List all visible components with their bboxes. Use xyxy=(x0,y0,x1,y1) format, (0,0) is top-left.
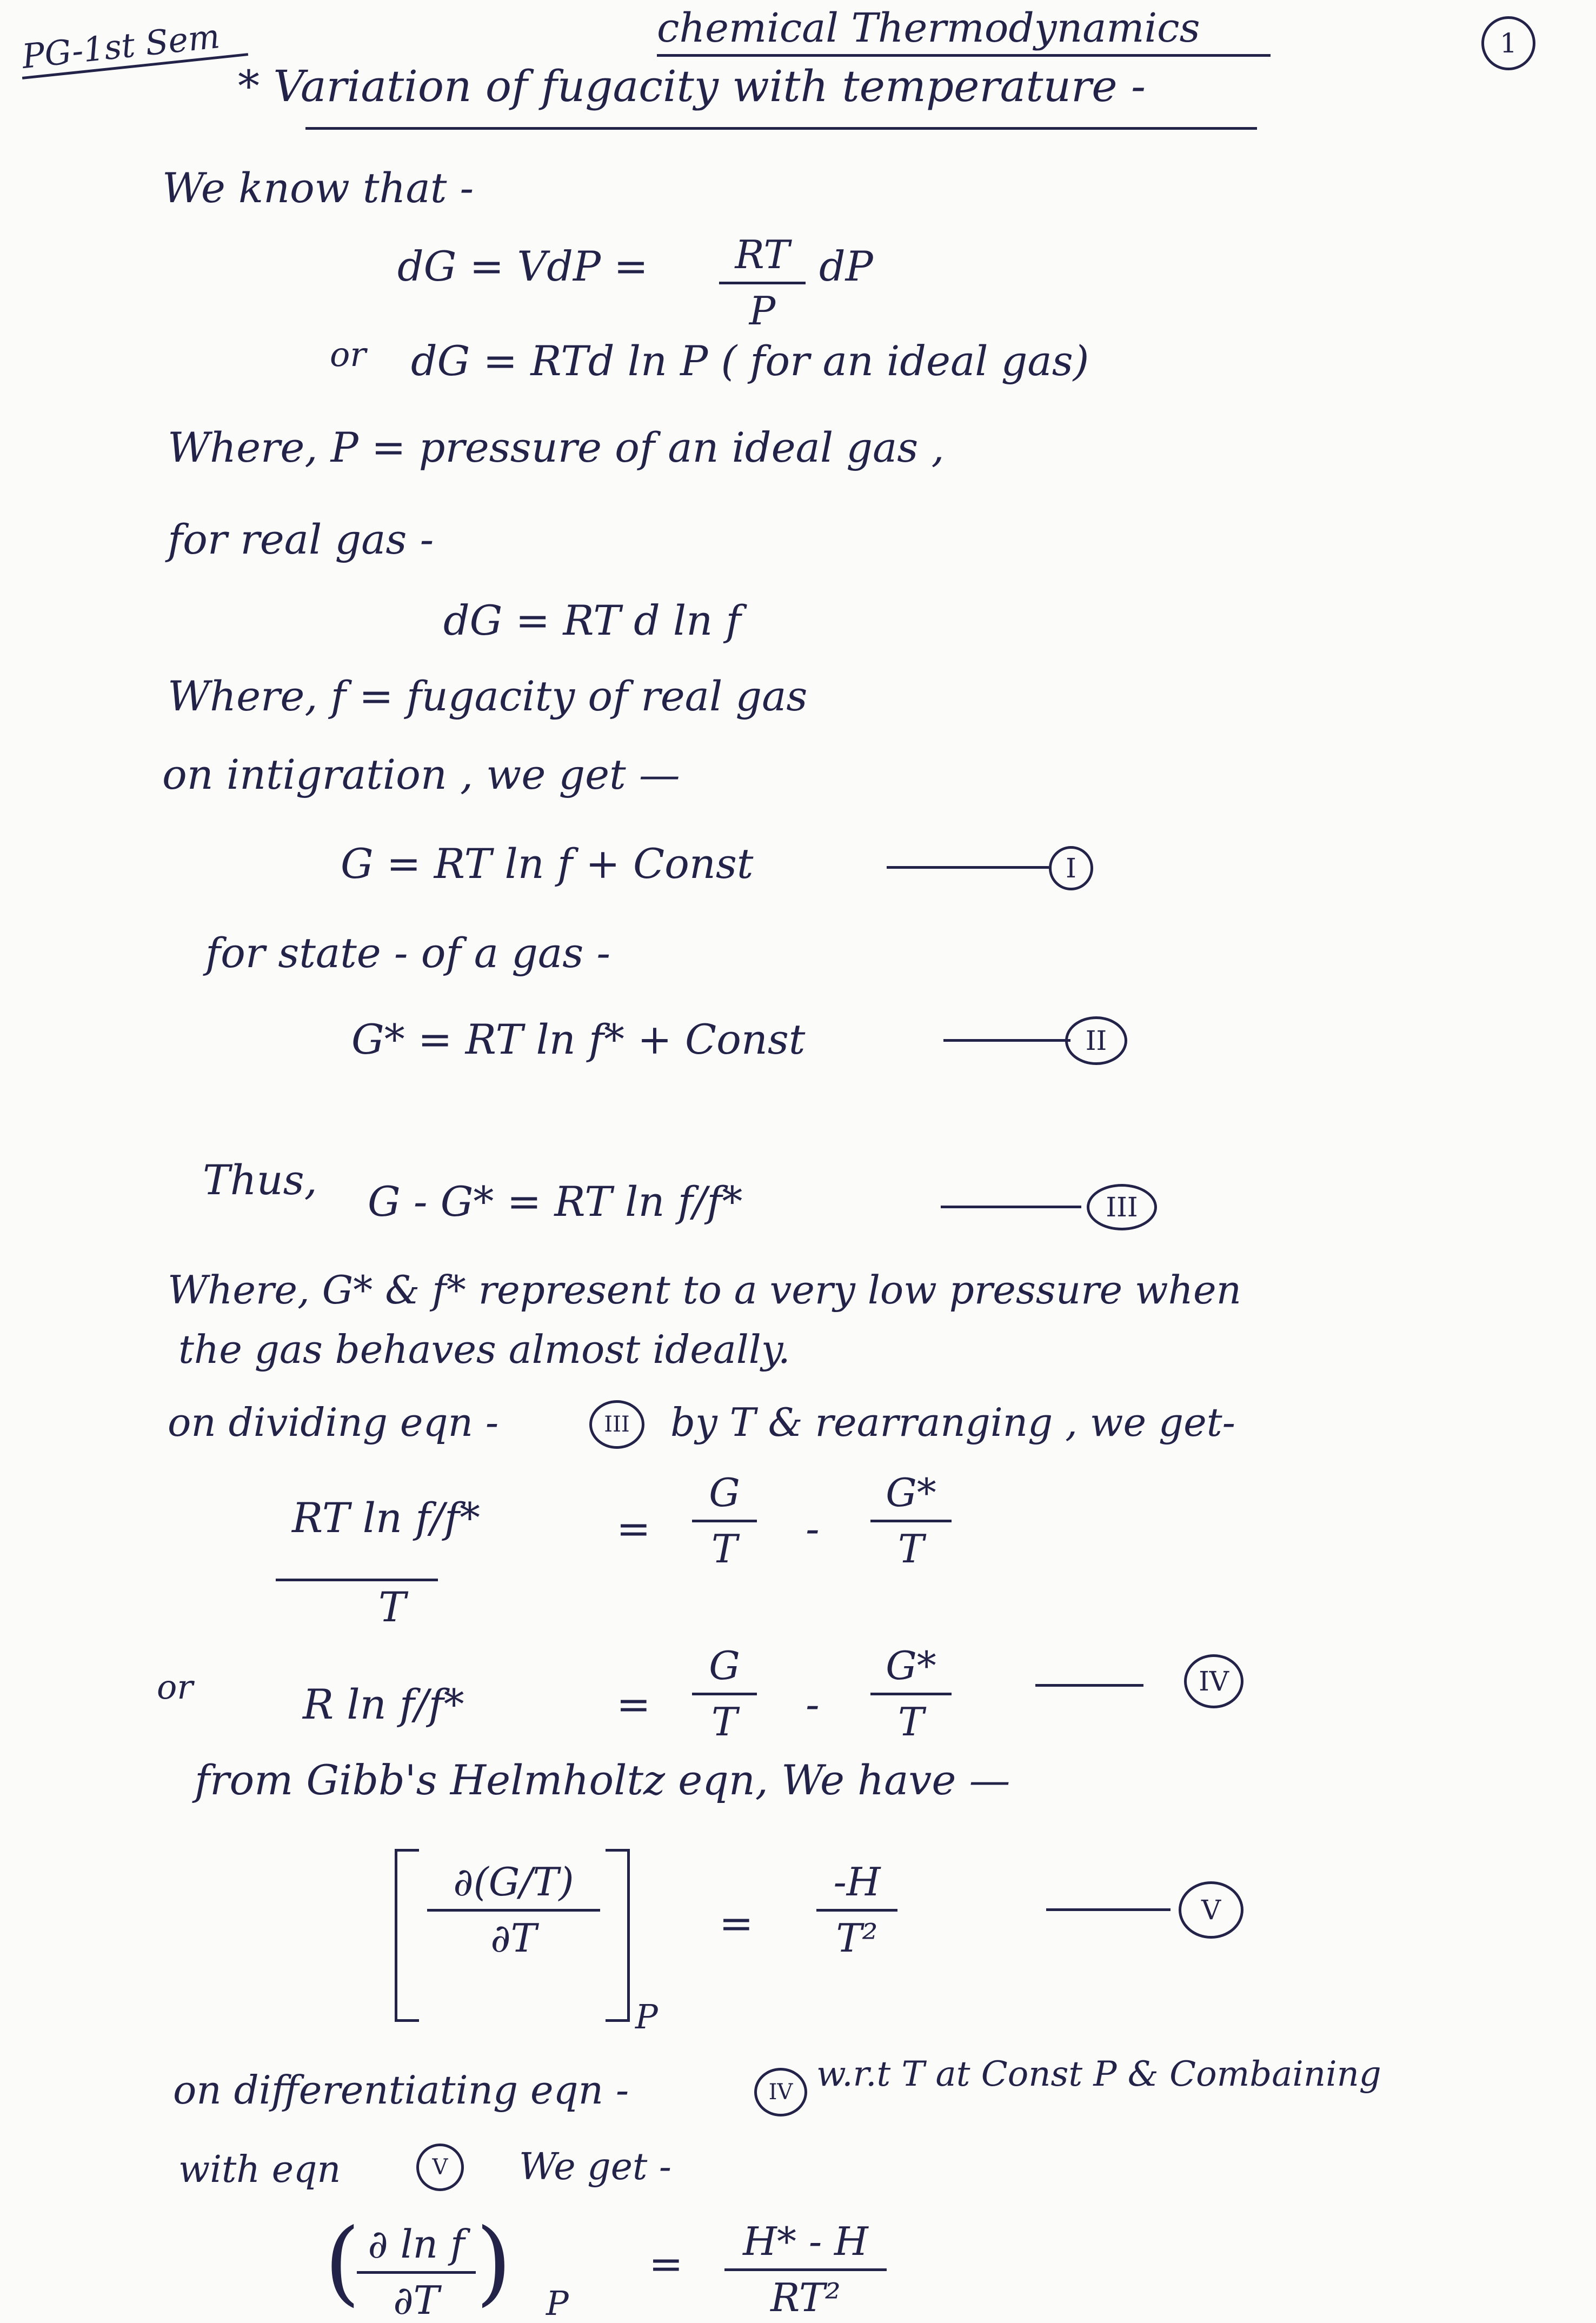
fraction-denominator: ∂T xyxy=(490,1915,537,1961)
dividing-line-end: by T & rearranging , we get- xyxy=(670,1400,1235,1445)
fraction-numerator: ∂(G/T) xyxy=(453,1859,574,1905)
page-number: 1 xyxy=(1481,16,1535,70)
final-lhs-fraction xyxy=(357,2222,476,2323)
equation-2-label: II xyxy=(1065,1016,1127,1065)
eq-div-denominator: T xyxy=(378,1583,406,1631)
fraction-numerator: G xyxy=(709,1643,740,1688)
eq-div-minus: - xyxy=(806,1505,820,1553)
eq-dg-vdp: dG = VdP = xyxy=(397,242,648,290)
fraction-bar xyxy=(692,1520,757,1522)
final-equals: = xyxy=(649,2240,683,2288)
or-label-2: or xyxy=(157,1667,193,1707)
eq-real-gas: dG = RT d ln f xyxy=(443,596,741,644)
fraction-denominator: T² xyxy=(836,1915,878,1961)
eq-dg-rt-dln-p: dG = RTd ln P ( for an ideal gas) xyxy=(411,337,1089,385)
fraction-numerator: H* - H xyxy=(743,2219,868,2264)
fraction-g-over-t xyxy=(692,1470,757,1572)
where-fugacity-line: Where, f = fugacity of real gas xyxy=(168,672,808,720)
fraction-bar xyxy=(724,2268,887,2271)
with-eq-ref: V xyxy=(416,2144,464,2191)
fraction-bar xyxy=(692,1693,757,1695)
fraction-numerator: G xyxy=(709,1470,740,1515)
fraction-denominator: RT² xyxy=(770,2274,841,2320)
gibbs-helmholtz-line: from Gibb's Helmholtz eqn, We have — xyxy=(195,1756,1010,1804)
equation-3-leader xyxy=(941,1206,1081,1208)
equation-1: G = RT ln f + Const xyxy=(341,840,754,888)
differentiating-eq-ref: IV xyxy=(754,2068,807,2116)
eq-dp: dP xyxy=(819,242,873,290)
final-subscript-p: P xyxy=(546,2284,569,2323)
fraction-rt-over-p xyxy=(719,232,806,334)
fraction-denominator: P xyxy=(749,288,776,334)
final-left-paren: ( xyxy=(324,2209,361,2316)
fraction-bar xyxy=(357,2271,476,2274)
gh-rhs-fraction xyxy=(816,1860,897,1961)
real-gas-line: for real gas - xyxy=(168,515,434,563)
semester-label: PG-1st Sem xyxy=(20,16,222,76)
with-eq-line: with eqn xyxy=(178,2148,341,2191)
fraction-numerator: ∂ ln f xyxy=(368,2221,465,2267)
gh-equals: = xyxy=(719,1899,754,1947)
gh-left-bracket xyxy=(395,1849,419,2022)
equation-3-label: III xyxy=(1087,1184,1157,1230)
thus-label: Thus, xyxy=(203,1156,317,1204)
equation-3: G - G* = RT ln f/f* xyxy=(368,1177,743,1226)
equation-4-equals: = xyxy=(616,1680,651,1728)
equation-2-leader xyxy=(943,1039,1070,1042)
notes-title: chemical Thermodynamics xyxy=(657,5,1200,51)
dividing-eq-ref: III xyxy=(589,1400,644,1449)
final-right-paren: ) xyxy=(476,2209,512,2316)
equation-4-leader xyxy=(1035,1684,1143,1687)
gh-subscript-p: P xyxy=(635,1997,658,2036)
section-title-underline xyxy=(305,127,1257,130)
eq-div-bar xyxy=(276,1579,438,1581)
equation-1-leader xyxy=(887,866,1049,869)
where-pressure-line: Where, P = pressure of an ideal gas , xyxy=(168,423,945,471)
title-underline xyxy=(657,54,1271,57)
fraction-denominator: ∂T xyxy=(393,2277,440,2323)
intro-line: We know that - xyxy=(162,164,474,212)
fraction-gstar-over-t xyxy=(870,1470,952,1572)
dividing-line-start: on dividing eqn - xyxy=(168,1400,499,1445)
fraction-denominator: T xyxy=(897,1526,925,1572)
differentiating-line-end: w.r.t T at Const P & Combaining xyxy=(816,2054,1381,2094)
fraction-bar xyxy=(870,1520,952,1522)
fraction-denominator: T xyxy=(897,1699,925,1745)
ideal-behaviour-line: the gas behaves almost ideally. xyxy=(178,1327,790,1372)
equation-1-label: I xyxy=(1049,846,1093,890)
fraction-numerator: G* xyxy=(886,1470,936,1515)
final-rhs-fraction xyxy=(724,2219,887,2320)
fraction-denominator: T xyxy=(711,1699,738,1745)
eq-div-equals: = xyxy=(616,1505,651,1553)
state-of-gas-line: for state - of a gas - xyxy=(205,929,611,977)
fraction-bar xyxy=(816,1909,897,1912)
we-get-line: We get - xyxy=(519,2146,671,2188)
section-title: * Variation of fugacity with temperature - xyxy=(238,61,1146,111)
equation-4-label: IV xyxy=(1184,1654,1243,1708)
equation-4-left: R ln f/f* xyxy=(303,1680,464,1728)
equation-4-fraction-gstar xyxy=(870,1643,952,1745)
equation-2: G* = RT ln f* + Const xyxy=(351,1015,806,1063)
fraction-numerator: G* xyxy=(886,1643,936,1688)
fraction-bar xyxy=(719,282,806,284)
or-label-1: or xyxy=(330,335,366,374)
equation-5-leader xyxy=(1046,1908,1171,1911)
equation-4-fraction-g xyxy=(692,1643,757,1745)
equation-5-label: V xyxy=(1179,1881,1243,1939)
fraction-bar xyxy=(427,1909,600,1912)
fraction-numerator: -H xyxy=(833,1859,881,1905)
fraction-bar xyxy=(870,1693,952,1695)
fraction-numerator: RT xyxy=(735,232,790,277)
differentiating-line-start: on differentiating eqn - xyxy=(173,2067,629,2113)
gh-right-bracket xyxy=(606,1849,630,2022)
integration-line: on intigration , we get — xyxy=(162,750,680,798)
fraction-denominator: T xyxy=(711,1526,738,1572)
equation-4-minus: - xyxy=(806,1680,820,1728)
where-low-pressure-line: Where, G* & f* represent to a very low pressure when xyxy=(168,1267,1242,1313)
eq-div-numerator: RT ln f/f* xyxy=(292,1494,481,1542)
gh-partial-fraction xyxy=(427,1860,600,1961)
